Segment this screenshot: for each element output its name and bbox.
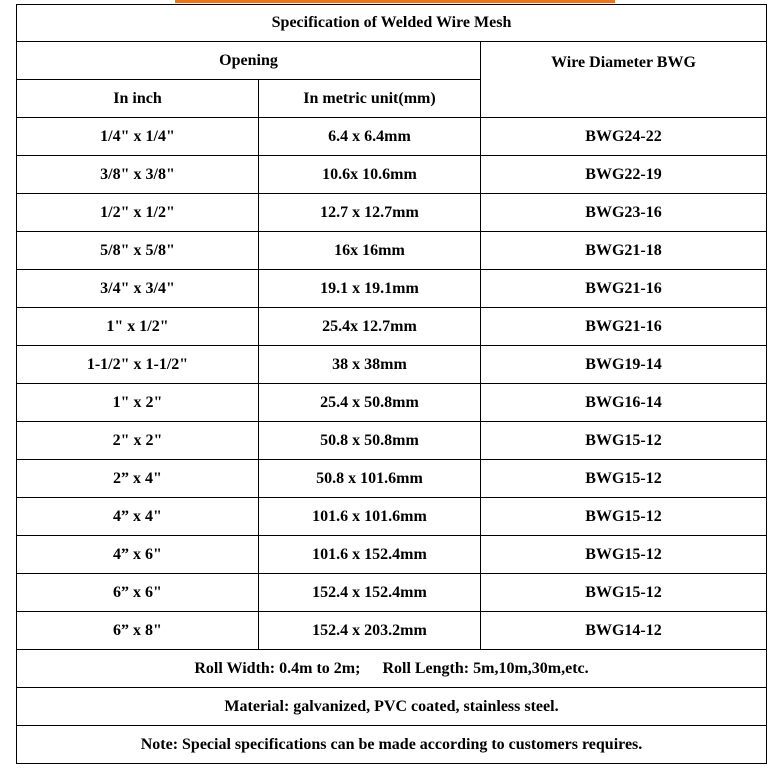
spec-table (16, 4, 767, 764)
table-row (17, 384, 767, 422)
table-row (17, 612, 767, 650)
bwg-cell: BWG23-16 (481, 194, 767, 232)
material-info: Material: galvanized, PVC coated, stainless steel. (17, 688, 767, 726)
bwg-cell: BWG15-12 (481, 422, 767, 460)
inch-cell: 1/4" x 1/4" (17, 118, 259, 156)
inch-cell: 3/8" x 3/8" (17, 156, 259, 194)
inch-cell: 1" x 2" (17, 384, 259, 422)
wire-diameter-header: Wire Diameter BWG (481, 42, 767, 118)
metric-cell: 50.8 x 50.8mm (259, 422, 481, 460)
table-row (17, 346, 767, 384)
title-row (17, 5, 767, 42)
inch-cell: 2” x 4" (17, 460, 259, 498)
roll-width: Roll Width: 0.4m to 2m; (194, 659, 361, 677)
metric-cell: 6.4 x 6.4mm (259, 118, 481, 156)
orange-accent-bar (175, 0, 615, 3)
metric-cell: 101.6 x 101.6mm (259, 498, 481, 536)
table-row (17, 194, 767, 232)
bwg-cell: BWG24-22 (481, 118, 767, 156)
inch-cell: 1-1/2" x 1-1/2" (17, 346, 259, 384)
metric-cell: 12.7 x 12.7mm (259, 194, 481, 232)
metric-cell: 16x 16mm (259, 232, 481, 270)
table-title: Specification of Welded Wire Mesh (17, 5, 767, 42)
table-row (17, 536, 767, 574)
inch-cell: 1/2" x 1/2" (17, 194, 259, 232)
bwg-cell: BWG15-12 (481, 536, 767, 574)
note-info: Note: Special specifications can be made according to customers requires. (17, 726, 767, 764)
metric-cell: 50.8 x 101.6mm (259, 460, 481, 498)
bwg-cell: BWG21-16 (481, 270, 767, 308)
metric-cell: 101.6 x 152.4mm (259, 536, 481, 574)
inch-cell: 2" x 2" (17, 422, 259, 460)
metric-cell: 19.1 x 19.1mm (259, 270, 481, 308)
inch-cell: 4” x 4" (17, 498, 259, 536)
metric-cell: 152.4 x 203.2mm (259, 612, 481, 650)
table-row (17, 232, 767, 270)
table-row (17, 460, 767, 498)
table-row (17, 422, 767, 460)
inch-cell: 6” x 6" (17, 574, 259, 612)
bwg-cell: BWG19-14 (481, 346, 767, 384)
bwg-cell: BWG15-12 (481, 498, 767, 536)
table-row (17, 118, 767, 156)
metric-cell: 25.4 x 50.8mm (259, 384, 481, 422)
metric-cell: 10.6x 10.6mm (259, 156, 481, 194)
bwg-cell: BWG16-14 (481, 384, 767, 422)
bwg-cell: BWG21-18 (481, 232, 767, 270)
metric-cell: 152.4 x 152.4mm (259, 574, 481, 612)
table-row (17, 308, 767, 346)
roll-row (17, 650, 767, 688)
roll-length: Roll Length: 5m,10m,30m,etc. (382, 659, 589, 677)
bwg-cell: BWG15-12 (481, 574, 767, 612)
inch-header: In inch (17, 80, 259, 118)
table-row (17, 270, 767, 308)
table-row (17, 156, 767, 194)
bwg-cell: BWG14-12 (481, 612, 767, 650)
header-row-1 (17, 42, 767, 80)
note-row (17, 726, 767, 764)
metric-header: In metric unit(mm) (259, 80, 481, 118)
bwg-cell: BWG21-16 (481, 308, 767, 346)
table-row (17, 498, 767, 536)
inch-cell: 4” x 6" (17, 536, 259, 574)
table-row (17, 574, 767, 612)
inch-cell: 5/8" x 5/8" (17, 232, 259, 270)
inch-cell: 6” x 8" (17, 612, 259, 650)
inch-cell: 1" x 1/2" (17, 308, 259, 346)
material-row (17, 688, 767, 726)
roll-info (17, 650, 767, 688)
metric-cell: 38 x 38mm (259, 346, 481, 384)
inch-cell: 3/4" x 3/4" (17, 270, 259, 308)
bwg-cell: BWG15-12 (481, 460, 767, 498)
metric-cell: 25.4x 12.7mm (259, 308, 481, 346)
bwg-cell: BWG22-19 (481, 156, 767, 194)
opening-header: Opening (17, 42, 481, 80)
